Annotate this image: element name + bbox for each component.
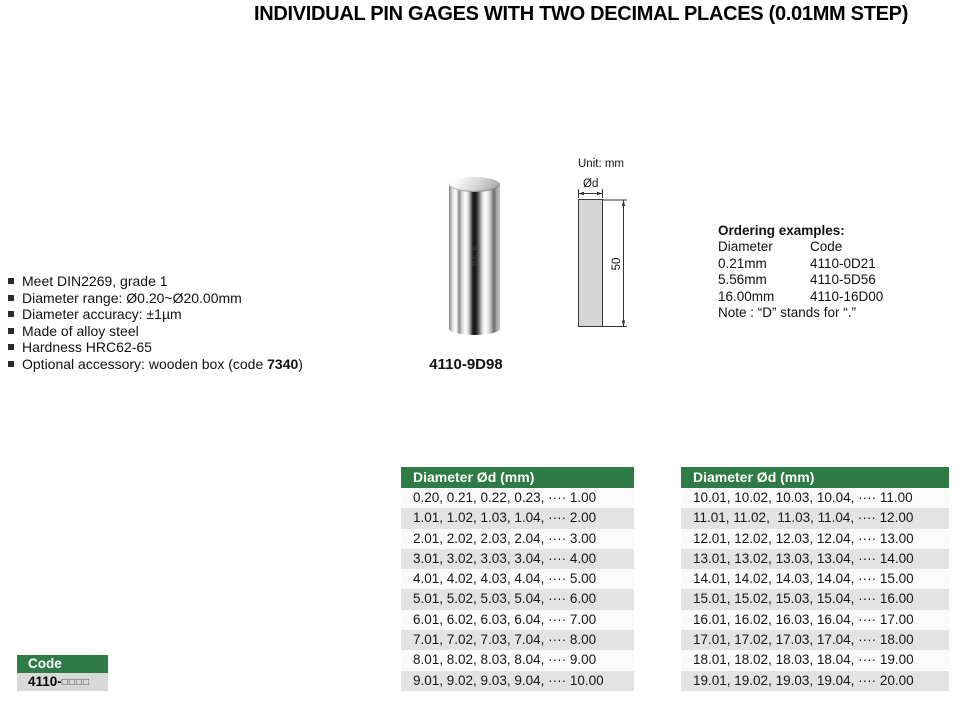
unit-label: Unit: mm xyxy=(578,158,624,170)
feature-text xyxy=(22,356,303,373)
table-row: 16.01, 16.02, 16.03, 16.04, ···· 17.00 xyxy=(681,610,949,630)
feature-item xyxy=(8,323,303,340)
ordering-code-value: 4110-16D00 xyxy=(810,288,884,304)
ordering-code-value: 4110-0D21 xyxy=(810,255,876,271)
feature-text-pre: Made of alloy steel xyxy=(22,322,139,339)
ordering-code-value: 4110-5D56 xyxy=(810,272,876,288)
feature-item xyxy=(8,356,303,373)
table-row: 4.01, 4.02, 4.03, 4.04, ···· 5.00 xyxy=(401,569,634,589)
product-code-label: 4110-9D98 xyxy=(429,356,503,373)
feature-item xyxy=(8,339,303,356)
feature-text-pre: Optional accessory: wooden box (code xyxy=(22,355,268,372)
table-header: Diameter Ød (mm) xyxy=(681,467,949,488)
diameter-dim-label: Ød xyxy=(583,178,599,190)
ordering-note: Note : “D” stands for “.” xyxy=(718,305,857,321)
bullet-square-icon xyxy=(8,278,14,284)
ordering-diameter-value: 5.56mm xyxy=(718,272,767,288)
feature-text xyxy=(22,306,182,323)
table-row: 0.20, 0.21, 0.22, 0.23, ···· 1.00 xyxy=(401,488,634,508)
bullet-square-icon xyxy=(8,311,14,317)
ordering-row xyxy=(718,272,883,288)
bullet-square-icon xyxy=(8,295,14,301)
table-row: 19.01, 19.02, 19.03, 19.04, ···· 20.00 xyxy=(681,671,949,691)
bullet-square-icon xyxy=(8,328,14,334)
diameter-table-2 xyxy=(681,467,949,691)
table-row: 15.01, 15.02, 15.03, 15.04, ···· 16.00 xyxy=(681,589,949,609)
dim-arrow-right-icon xyxy=(597,192,603,195)
table-row: 18.01, 18.02, 18.03, 18.04, ···· 19.00 xyxy=(681,650,949,670)
bullet-square-icon xyxy=(8,361,14,367)
length-dim-label: 50 xyxy=(611,257,623,271)
pin-engraving-text: 9.98 xyxy=(469,245,480,267)
dim-arrow-down-icon xyxy=(622,321,625,327)
ordering-column-headers xyxy=(718,239,883,255)
ordering-rows xyxy=(718,256,883,305)
table-header: Diameter Ød (mm) xyxy=(401,467,634,488)
pin-gage-photo xyxy=(449,177,500,335)
table-rows xyxy=(681,488,949,691)
feature-text-pre: Meet DIN2269, grade 1 xyxy=(22,273,168,289)
table-row: 3.01, 3.02, 3.03, 3.04, ···· 4.00 xyxy=(401,549,634,569)
table-row: 7.01, 7.02, 7.03, 7.04, ···· 8.00 xyxy=(401,630,634,650)
dim-arrow-left-icon xyxy=(579,192,585,195)
table-row: 14.01, 14.02, 14.03, 14.04, ···· 15.00 xyxy=(681,569,949,589)
pin-outline-rect xyxy=(579,200,603,327)
table-row: 17.01, 17.02, 17.03, 17.04, ···· 18.00 xyxy=(681,630,949,650)
feature-text-bold: 7340 xyxy=(267,355,299,372)
ordering-col-code: Code xyxy=(810,239,843,255)
ordering-row xyxy=(718,256,883,272)
pin-top-cap xyxy=(449,177,500,192)
feature-text xyxy=(22,290,242,307)
table-row: 9.01, 9.02, 9.03, 9.04, ···· 10.00 xyxy=(401,671,634,691)
table-row: 8.01, 8.02, 8.03, 8.04, ···· 9.00 xyxy=(401,650,634,670)
ordering-examples xyxy=(718,223,883,321)
ordering-row xyxy=(718,289,883,305)
feature-text-pre: Diameter range: Ø0.20~Ø20.00mm xyxy=(22,289,242,306)
code-prefix: 4110- xyxy=(28,674,62,689)
feature-text-pre: Hardness HRC62-65 xyxy=(22,339,152,355)
table-row: 12.01, 12.02, 12.03, 12.04, ···· 13.00 xyxy=(681,529,949,549)
code-box-header: Code xyxy=(17,655,108,673)
ordering-col-diameter: Diameter xyxy=(718,239,773,255)
feature-text xyxy=(22,323,139,340)
feature-text-post: ) xyxy=(298,355,303,372)
feature-text xyxy=(22,339,152,356)
code-box xyxy=(17,655,108,691)
feature-text xyxy=(22,273,168,290)
bullet-square-icon xyxy=(8,344,14,350)
code-placeholder-boxes: □□□□ xyxy=(61,677,90,688)
feature-item xyxy=(8,306,303,323)
ordering-diameter-value: 16.00mm xyxy=(718,288,775,304)
feature-text-pre: Diameter accuracy: ±1µm xyxy=(22,306,182,322)
ordering-diameter-value: 0.21mm xyxy=(718,255,767,271)
feature-item xyxy=(8,273,303,290)
table-row: 13.01, 13.02, 13.03, 13.04, ···· 14.00 xyxy=(681,549,949,569)
table-rows xyxy=(401,488,634,691)
table-row: 2.01, 2.02, 2.03, 2.04, ···· 3.00 xyxy=(401,529,634,549)
ordering-heading: Ordering examples: xyxy=(718,223,845,238)
table-row: 10.01, 10.02, 10.03, 10.04, ···· 11.00 xyxy=(681,488,949,508)
dim-arrow-up-icon xyxy=(622,200,625,206)
dimension-drawing xyxy=(563,155,643,337)
code-box-value xyxy=(17,673,108,691)
diameter-table-1 xyxy=(401,467,634,691)
feature-list xyxy=(8,273,303,372)
table-row: 1.01, 1.02, 1.03, 1.04, ···· 2.00 xyxy=(401,508,634,528)
table-row: 11.01, 11.02, 11.03, 11.04, ···· 12.00 xyxy=(681,508,949,528)
table-row: 5.01, 5.02, 5.03, 5.04, ···· 6.00 xyxy=(401,589,634,609)
feature-item xyxy=(8,290,303,307)
page-title: INDIVIDUAL PIN GAGES WITH TWO DECIMAL PLACES (0.01MM STEP) xyxy=(253,3,909,25)
table-row: 6.01, 6.02, 6.03, 6.04, ···· 7.00 xyxy=(401,610,634,630)
